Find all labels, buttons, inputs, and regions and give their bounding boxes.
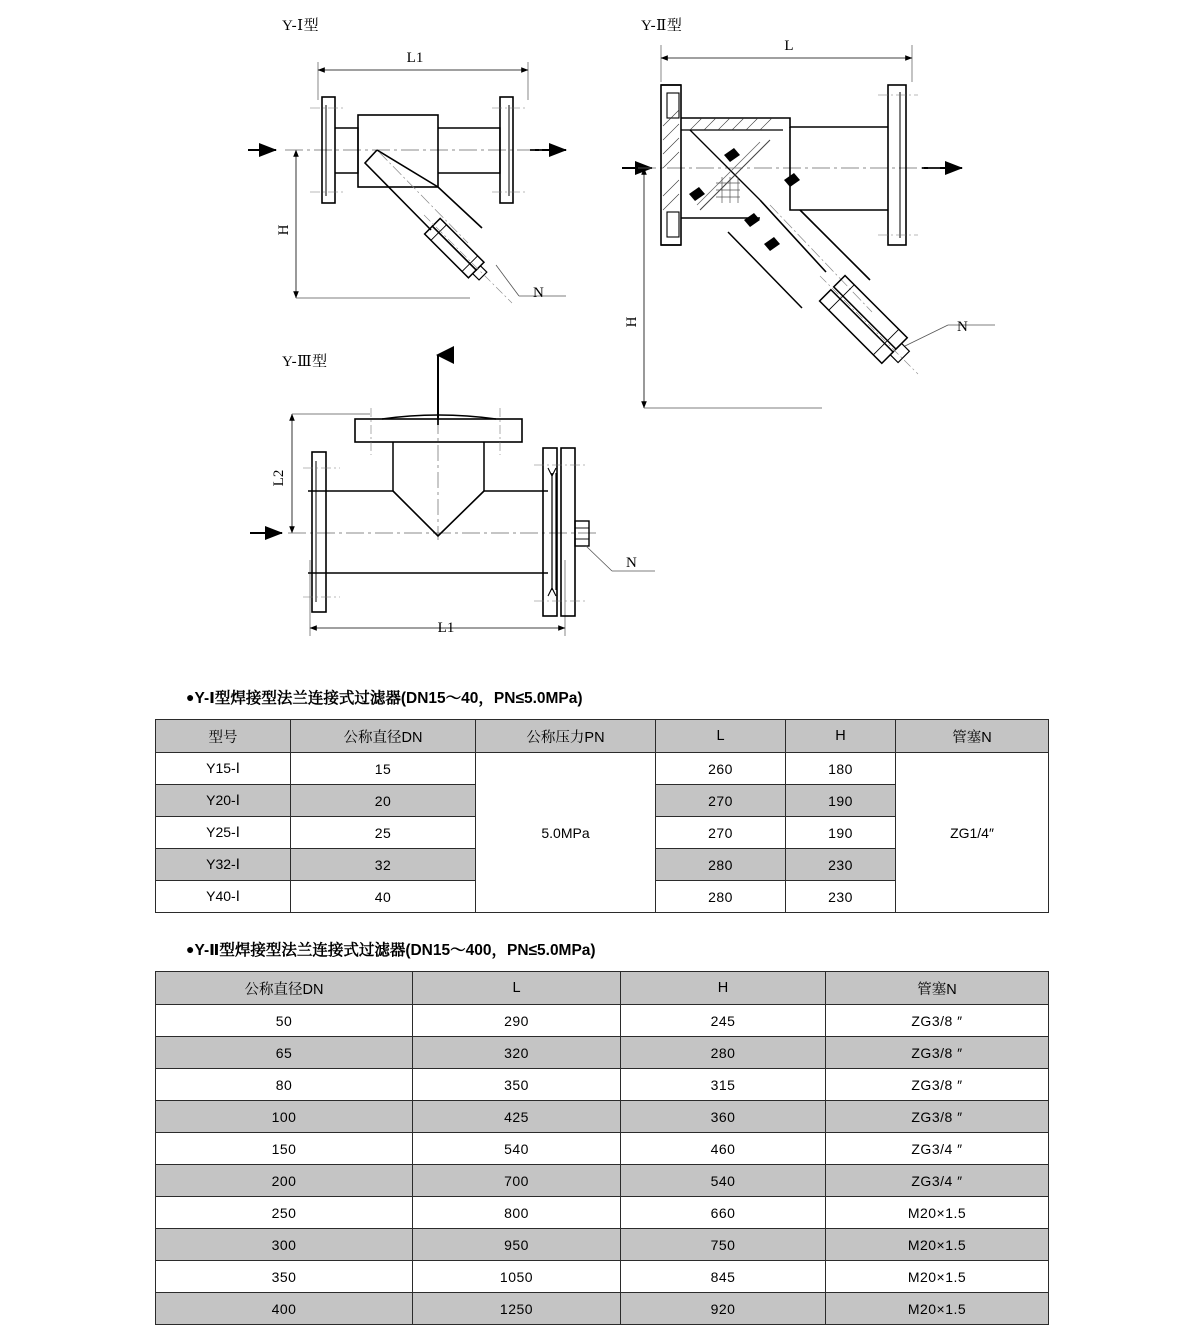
cell-dn: 200 xyxy=(156,1165,413,1197)
cell-h: 190 xyxy=(786,785,896,817)
cell-h: 660 xyxy=(621,1197,826,1229)
table-row xyxy=(156,753,1049,785)
table-row xyxy=(156,1229,1049,1261)
table-row xyxy=(156,1037,1049,1069)
spec-table-y1 xyxy=(155,719,1049,913)
table-header-row xyxy=(156,720,1049,753)
cell-l: 950 xyxy=(413,1229,621,1261)
section-title-y2-text: Y-Ⅱ型焊接型法兰连接式过滤器(DN15～400，PN≤5.0MPa) xyxy=(194,942,596,959)
cell-plug: ZG3/8 ″ xyxy=(826,1005,1049,1037)
cell-l: 425 xyxy=(413,1101,621,1133)
cell-dn: 50 xyxy=(156,1005,413,1037)
cell-dn: 100 xyxy=(156,1101,413,1133)
table-row xyxy=(156,1165,1049,1197)
spec-table-y2 xyxy=(155,971,1049,1325)
cell-plug: ZG3/4 ″ xyxy=(826,1133,1049,1165)
cell-dn: 20 xyxy=(291,785,476,817)
cell-plug: M20×1.5 xyxy=(826,1293,1049,1325)
col-header-model: 型号 xyxy=(156,720,291,753)
drawing-y2 xyxy=(622,45,995,408)
cell-model: Y15-Ⅰ xyxy=(156,753,291,785)
cell-h: 750 xyxy=(621,1229,826,1261)
col-header-plug: 管塞N xyxy=(826,972,1049,1005)
cell-h: 280 xyxy=(621,1037,826,1069)
cell-l: 800 xyxy=(413,1197,621,1229)
cell-plug: M20×1.5 xyxy=(826,1261,1049,1293)
callout-n-y2: N xyxy=(957,319,968,335)
drawing-label-y2: Y-Ⅱ型 xyxy=(641,18,683,34)
table-row xyxy=(156,1101,1049,1133)
dim-l1-y1: L1 xyxy=(406,50,424,66)
cell-model: Y20-Ⅰ xyxy=(156,785,291,817)
cell-h: 360 xyxy=(621,1101,826,1133)
callout-n-y1: N xyxy=(533,285,544,301)
cell-plug-merged: ZG1/4″ xyxy=(896,753,1049,913)
cell-h: 315 xyxy=(621,1069,826,1101)
cell-l: 290 xyxy=(413,1005,621,1037)
cell-l: 270 xyxy=(656,785,786,817)
section-title-y1-text: Y-Ⅰ型焊接型法兰连接式过滤器(DN15～40，PN≤5.0MPa) xyxy=(194,690,583,707)
drawing-y1 xyxy=(248,62,566,303)
table-row xyxy=(156,1197,1049,1229)
cell-dn: 15 xyxy=(291,753,476,785)
cell-l: 260 xyxy=(656,753,786,785)
col-header-h: H xyxy=(621,972,826,1005)
cell-l: 1050 xyxy=(413,1261,621,1293)
table-row xyxy=(156,1133,1049,1165)
col-header-l: L xyxy=(413,972,621,1005)
cell-l: 270 xyxy=(656,817,786,849)
bullet-icon: ● xyxy=(186,689,195,705)
col-header-l: L xyxy=(656,720,786,753)
cell-h: 845 xyxy=(621,1261,826,1293)
drawing-y3 xyxy=(250,355,655,636)
cell-h: 230 xyxy=(786,881,896,913)
cell-l: 1250 xyxy=(413,1293,621,1325)
cell-dn: 80 xyxy=(156,1069,413,1101)
cell-h: 230 xyxy=(786,849,896,881)
cell-dn: 300 xyxy=(156,1229,413,1261)
cell-plug: ZG3/8 ″ xyxy=(826,1037,1049,1069)
cell-plug: M20×1.5 xyxy=(826,1197,1049,1229)
cell-h: 190 xyxy=(786,817,896,849)
table-row xyxy=(156,1005,1049,1037)
cell-dn: 40 xyxy=(291,881,476,913)
col-header-dn: 公称直径DN xyxy=(291,720,476,753)
cell-l: 320 xyxy=(413,1037,621,1069)
drawing-label-y1: Y-Ⅰ型 xyxy=(282,18,320,34)
cell-plug: ZG3/4 ″ xyxy=(826,1165,1049,1197)
cell-plug: ZG3/8 ″ xyxy=(826,1101,1049,1133)
dim-h-y2: H xyxy=(624,316,640,328)
cell-l: 350 xyxy=(413,1069,621,1101)
bullet-icon: ● xyxy=(186,941,195,957)
cell-dn: 150 xyxy=(156,1133,413,1165)
drawing-label-y3: Y-Ⅲ型 xyxy=(282,354,328,370)
dim-l2-y3: L2 xyxy=(271,469,287,487)
cell-l: 540 xyxy=(413,1133,621,1165)
cell-model: Y40-Ⅰ xyxy=(156,881,291,913)
cell-h: 920 xyxy=(621,1293,826,1325)
cell-model: Y25-Ⅰ xyxy=(156,817,291,849)
col-header-pn: 公称压力PN xyxy=(476,720,656,753)
cell-dn: 250 xyxy=(156,1197,413,1229)
section-title-y1 xyxy=(186,686,583,708)
cell-model: Y32-Ⅰ xyxy=(156,849,291,881)
table-row xyxy=(156,1261,1049,1293)
cell-h: 245 xyxy=(621,1005,826,1037)
table-row xyxy=(156,1293,1049,1325)
dim-l-y2: L xyxy=(784,38,794,54)
cell-dn: 32 xyxy=(291,849,476,881)
cell-h: 540 xyxy=(621,1165,826,1197)
cell-plug: ZG3/8 ″ xyxy=(826,1069,1049,1101)
cell-dn: 350 xyxy=(156,1261,413,1293)
cell-plug: M20×1.5 xyxy=(826,1229,1049,1261)
cell-pn-merged: 5.0MPa xyxy=(476,753,656,913)
col-header-h: H xyxy=(786,720,896,753)
table-row xyxy=(156,1069,1049,1101)
cell-dn: 400 xyxy=(156,1293,413,1325)
callout-n-y3: N xyxy=(626,555,637,571)
cell-dn: 25 xyxy=(291,817,476,849)
cell-l: 280 xyxy=(656,881,786,913)
table-header-row xyxy=(156,972,1049,1005)
dim-h-y1: H xyxy=(276,224,292,236)
cell-dn: 65 xyxy=(156,1037,413,1069)
cell-h: 180 xyxy=(786,753,896,785)
col-header-dn: 公称直径DN xyxy=(156,972,413,1005)
cell-l: 700 xyxy=(413,1165,621,1197)
cell-l: 280 xyxy=(656,849,786,881)
dim-l1-y3: L1 xyxy=(437,620,455,636)
cell-h: 460 xyxy=(621,1133,826,1165)
col-header-plug: 管塞N xyxy=(896,720,1049,753)
section-title-y2 xyxy=(186,938,596,960)
